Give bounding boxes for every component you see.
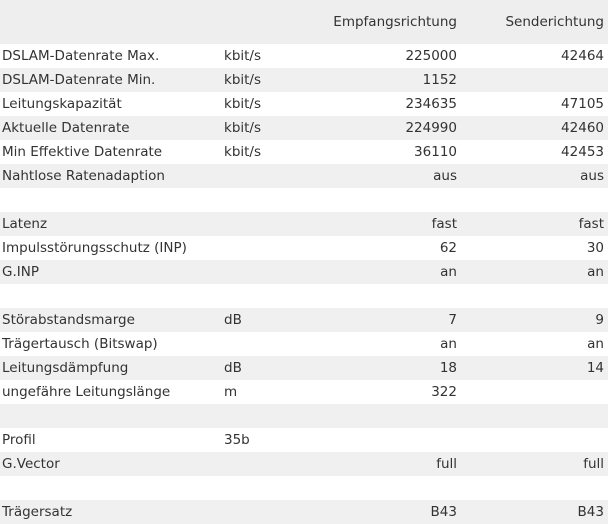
table-body — [0, 44, 608, 524]
row-label — [0, 284, 224, 308]
row-label: Störabstandsmarge — [2, 312, 135, 328]
row-unit: kbit/s — [224, 96, 262, 112]
row-label: Impulsstörungsschutz (INP) — [2, 240, 187, 256]
row-label: DSLAM-Datenrate Min. — [2, 72, 156, 88]
row-unit: 35b — [224, 432, 250, 448]
table-row — [0, 500, 608, 524]
header-upstream: Senderichtung — [505, 14, 604, 30]
header-unit — [224, 0, 314, 44]
row-unit: dB — [224, 360, 242, 376]
row-label: Leitungsdämpfung — [2, 360, 129, 376]
row-label: Trägertausch (Bitswap) — [2, 336, 158, 352]
table-header — [0, 0, 608, 44]
row-upstream-value: an — [587, 336, 604, 352]
table-row — [0, 380, 608, 404]
row-upstream-value: 42460 — [561, 120, 604, 136]
row-unit — [224, 188, 314, 212]
row-upstream-value: 42464 — [561, 48, 604, 64]
row-unit: kbit/s — [224, 48, 262, 64]
row-unit: kbit/s — [224, 72, 262, 88]
row-unit — [224, 212, 314, 236]
row-label: Trägersatz — [2, 504, 73, 520]
row-downstream-value — [314, 188, 457, 212]
row-unit — [224, 452, 314, 476]
row-unit — [224, 164, 314, 188]
table-row — [0, 332, 608, 356]
row-upstream-value: 42453 — [561, 144, 604, 160]
row-upstream-value: fast — [578, 216, 604, 232]
row-downstream-value: 36110 — [414, 144, 457, 160]
row-upstream-value — [457, 428, 608, 452]
row-label: Nahtlose Ratenadaption — [2, 168, 165, 184]
row-label — [0, 476, 224, 500]
table-row — [0, 140, 608, 164]
row-downstream-value: 225000 — [405, 48, 457, 64]
row-label: Profil — [2, 432, 36, 448]
row-downstream-value: 234635 — [405, 96, 457, 112]
row-label: Leitungskapazität — [2, 96, 122, 112]
row-unit — [224, 260, 314, 284]
row-upstream-value — [457, 284, 608, 308]
row-downstream-value: an — [440, 336, 457, 352]
table-row — [0, 44, 608, 68]
row-upstream-value — [457, 404, 608, 428]
row-downstream-value — [314, 428, 457, 452]
row-label: ungefähre Leitungslänge — [2, 384, 171, 400]
row-unit: dB — [224, 312, 242, 328]
table-row — [0, 92, 608, 116]
row-upstream-value: 14 — [586, 360, 604, 376]
row-downstream-value — [314, 404, 457, 428]
row-label: G.Vector — [2, 456, 60, 472]
table-row — [0, 308, 608, 332]
row-downstream-value: fast — [431, 216, 457, 232]
table-row — [0, 236, 608, 260]
row-unit: kbit/s — [224, 120, 262, 136]
row-upstream-value: 30 — [586, 240, 604, 256]
row-upstream-value: an — [587, 264, 604, 280]
row-downstream-value: 62 — [439, 240, 457, 256]
row-unit — [224, 236, 314, 260]
row-downstream-value: aus — [433, 168, 457, 184]
table-row — [0, 452, 608, 476]
header-row — [0, 0, 608, 44]
row-downstream-value: B43 — [430, 504, 457, 520]
row-label: G.INP — [2, 264, 39, 280]
table-row — [0, 212, 608, 236]
table-row — [0, 188, 608, 212]
table-row — [0, 116, 608, 140]
row-downstream-value: 224990 — [405, 120, 457, 136]
table-row — [0, 164, 608, 188]
row-label: Min Effektive Datenrate — [2, 144, 163, 160]
row-downstream-value: 18 — [439, 360, 457, 376]
row-upstream-value — [457, 476, 608, 500]
row-upstream-value: B43 — [577, 504, 604, 520]
table-row — [0, 404, 608, 428]
row-unit — [224, 500, 314, 524]
row-downstream-value — [314, 284, 457, 308]
row-unit — [224, 284, 314, 308]
row-unit — [224, 404, 314, 428]
row-upstream-value: aus — [580, 168, 604, 184]
row-label: DSLAM-Datenrate Max. — [2, 48, 160, 64]
row-downstream-value: an — [440, 264, 457, 280]
row-unit: kbit/s — [224, 144, 262, 160]
row-upstream-value: 47105 — [561, 96, 604, 112]
row-downstream-value: full — [436, 456, 457, 472]
row-downstream-value — [314, 476, 457, 500]
table-row — [0, 356, 608, 380]
table-row — [0, 260, 608, 284]
row-upstream-value — [457, 188, 608, 212]
row-label: Latenz — [2, 216, 48, 232]
row-label — [0, 404, 224, 428]
row-unit — [224, 332, 314, 356]
row-downstream-value: 1152 — [422, 72, 457, 88]
row-unit — [224, 476, 314, 500]
row-upstream-value — [457, 380, 608, 404]
table-row — [0, 476, 608, 500]
row-label: Aktuelle Datenrate — [2, 120, 130, 136]
row-upstream-value — [457, 68, 608, 92]
header-downstream: Empfangsrichtung — [333, 14, 457, 30]
table-row — [0, 428, 608, 452]
header-label — [0, 0, 224, 44]
row-label — [0, 188, 224, 212]
row-downstream-value: 7 — [448, 312, 457, 328]
row-downstream-value: 322 — [431, 384, 457, 400]
row-upstream-value: full — [583, 456, 604, 472]
row-unit: m — [224, 384, 238, 400]
table-row — [0, 68, 608, 92]
table-row — [0, 284, 608, 308]
row-upstream-value: 9 — [595, 312, 604, 328]
